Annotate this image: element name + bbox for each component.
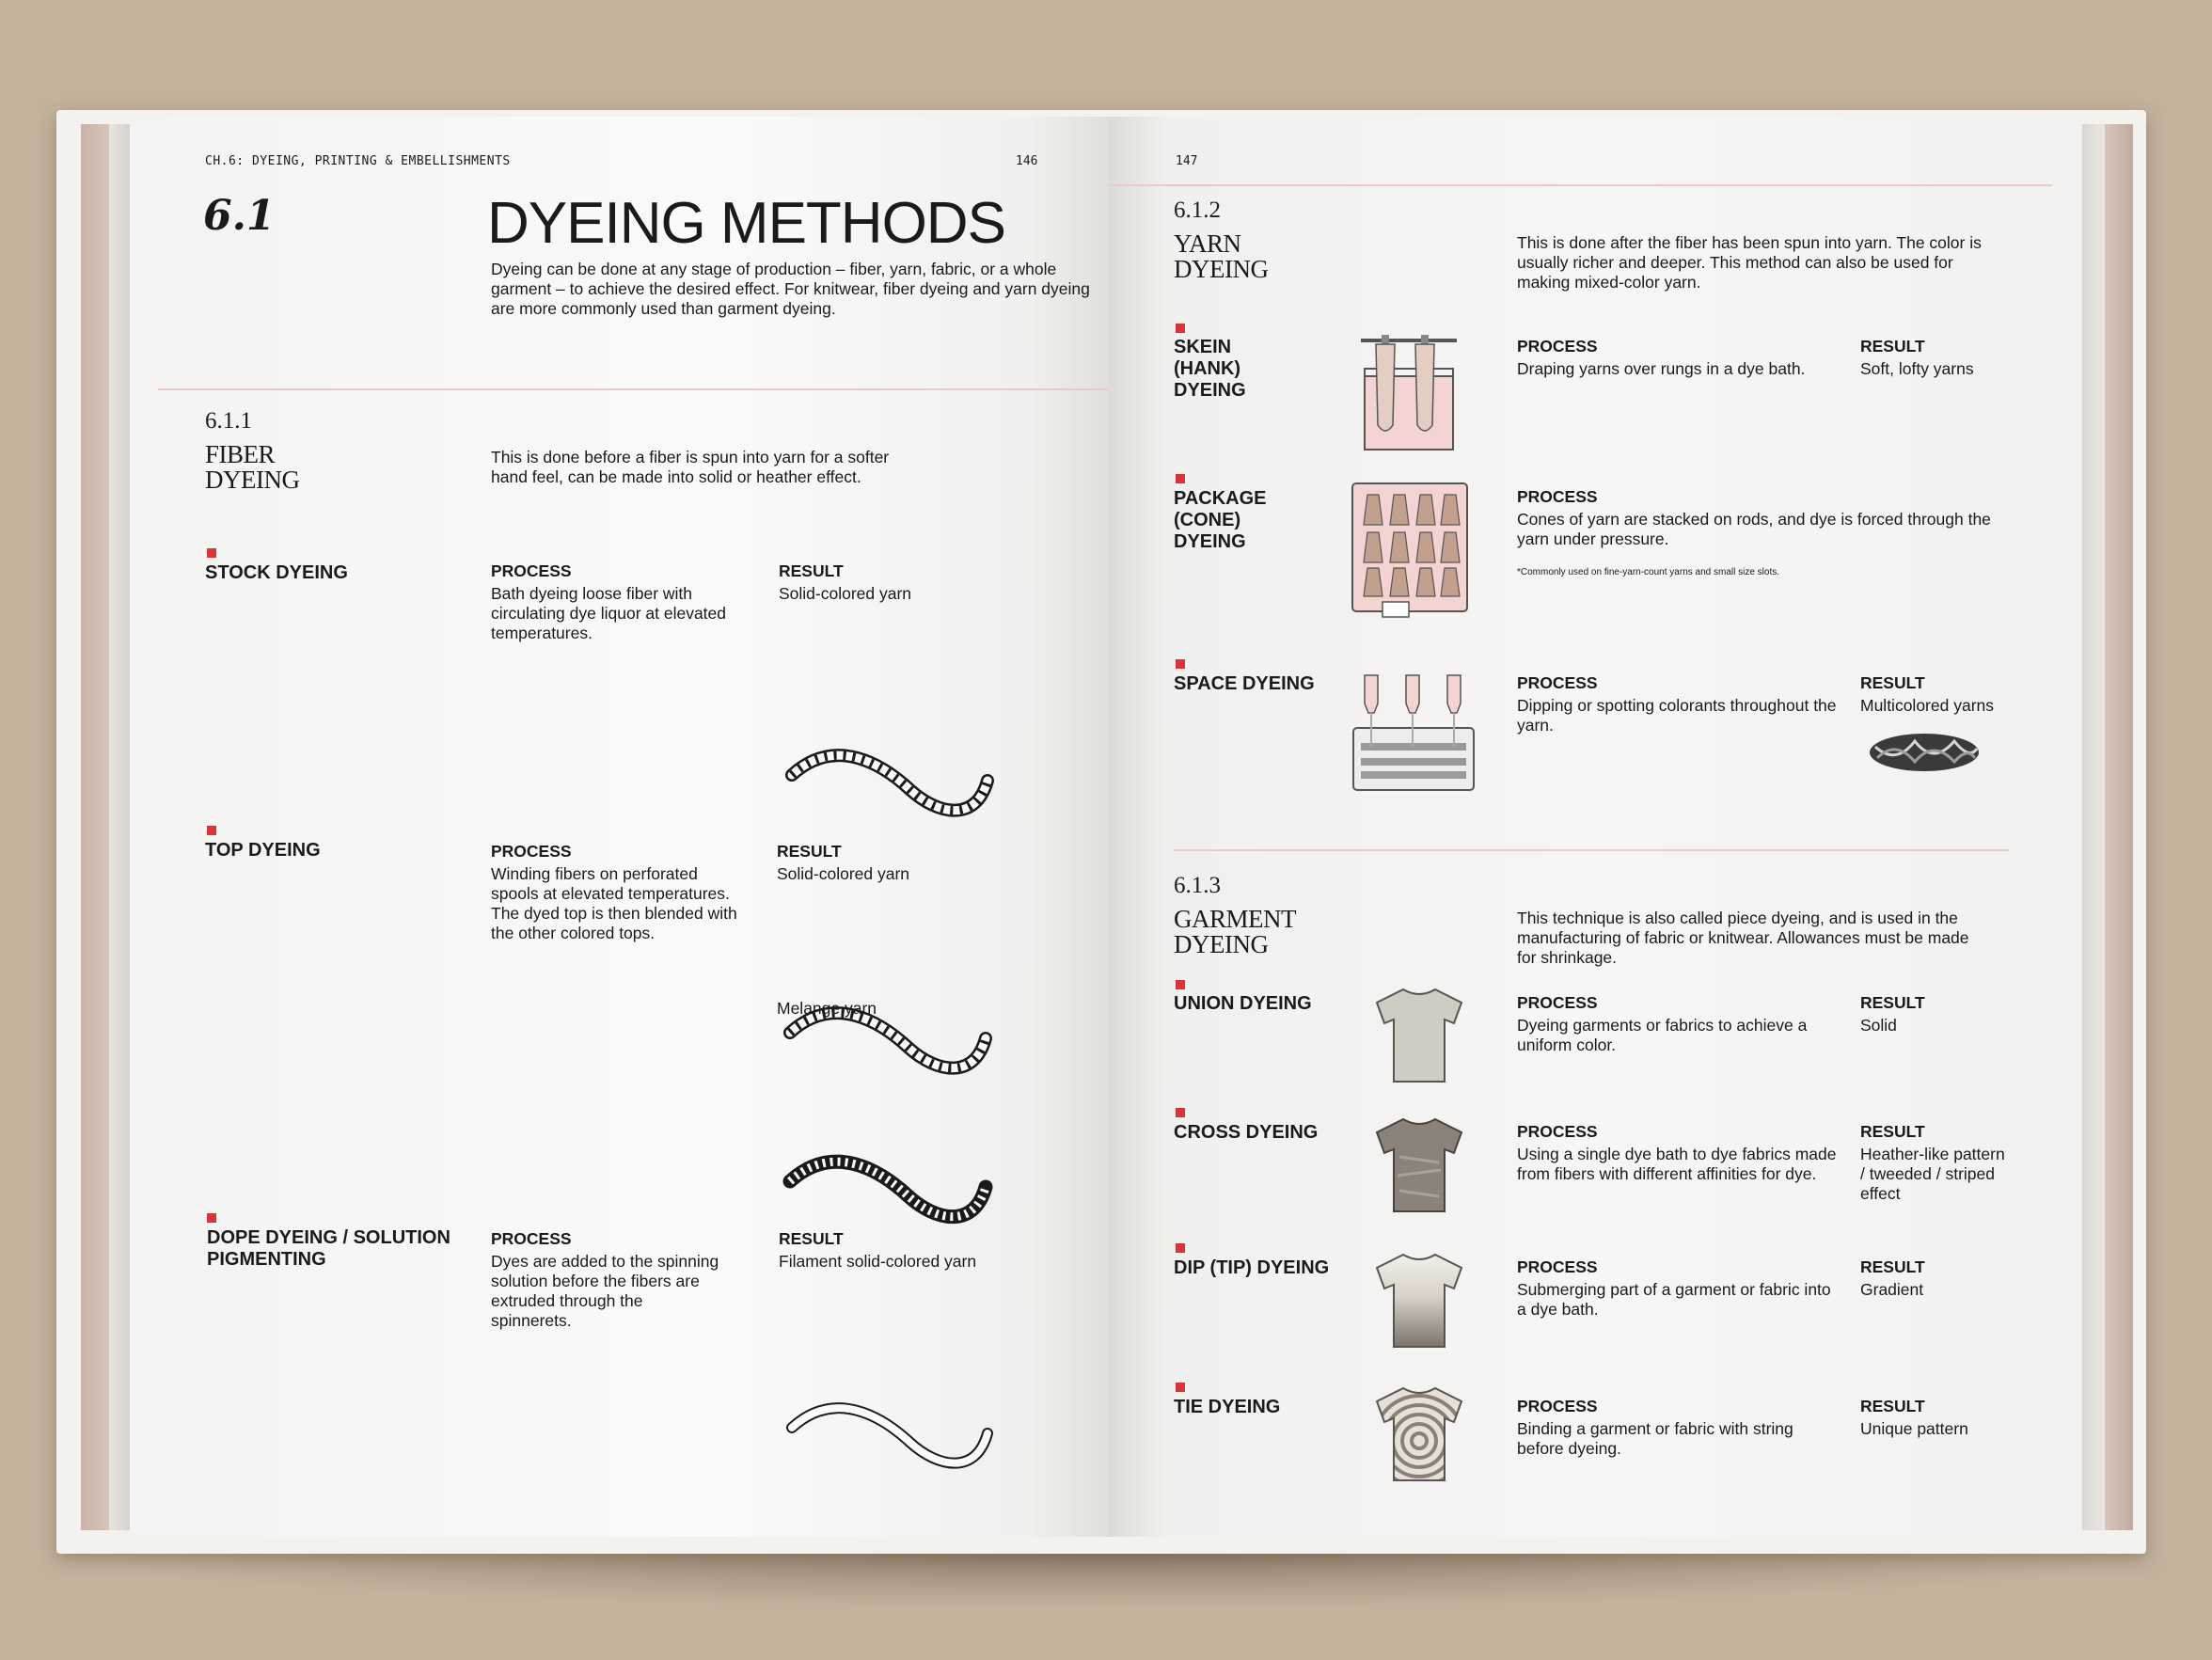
method-space-dyeing: SPACE DYEING <box>1174 673 1315 694</box>
yarn-description: This is done after the fiber has been spun into yarn. The color is usually richer and deeper. This method can also be used for making mixed-color yarn. <box>1517 233 1982 292</box>
garment-title: GARMENT DYEING <box>1174 905 1296 958</box>
process-text: Dyeing garments or fabrics to achieve a uniform color. <box>1517 1016 1808 1054</box>
package-dyeing-icon <box>1351 482 1473 632</box>
divider-rule <box>1108 184 2052 186</box>
bullet-marker <box>1176 659 1185 669</box>
result-label: RESULT <box>1860 1257 1925 1276</box>
page-stack-left-inner <box>109 124 130 1530</box>
bullet-marker <box>1176 474 1185 483</box>
bullet-marker <box>1176 980 1185 989</box>
result-text: Solid-colored yarn <box>777 864 910 883</box>
right-page <box>1108 117 2082 1537</box>
process-label: PROCESS <box>1517 337 1598 356</box>
result-text: Multicolored yarns <box>1860 696 1994 715</box>
method-top-dyeing: TOP DYEING <box>205 840 321 861</box>
bullet-marker <box>207 548 216 558</box>
process-label: PROCESS <box>1517 1122 1598 1141</box>
bullet-marker <box>1176 1383 1185 1392</box>
process-text: Cones of yarn are stacked on rods, and dye is forced through the yarn under pressure. <box>1517 510 1991 548</box>
divider-rule <box>158 388 1108 390</box>
method-tie-dyeing: TIE DYEING <box>1174 1397 1281 1417</box>
process-text: Winding fibers on perforated spools at elevated temperatures. The dyed top is then blended with the other colored tops. <box>491 864 737 942</box>
process-label: PROCESS <box>1517 1397 1598 1415</box>
process-label: PROCESS <box>491 1229 572 1248</box>
section-title: DYEING METHODS <box>487 191 1005 256</box>
process-text: Dyes are added to the spinning solution before the fibers are extruded through the spinnerets. <box>491 1252 719 1330</box>
page-number-left: 146 <box>1016 154 1038 168</box>
process-label: PROCESS <box>491 561 572 580</box>
multicolor-skein-icon <box>1868 728 1985 780</box>
result-label: RESULT <box>1860 1397 1925 1415</box>
result-text: Gradient <box>1860 1280 1924 1299</box>
tshirt-tie-dye-icon <box>1367 1383 1471 1486</box>
result-label: RESULT <box>1860 1122 1925 1141</box>
fiber-description: This is done before a fiber is spun into yarn for a softer hand feel, can be made into solid or heather effect. <box>491 448 890 486</box>
page-stack-right-inner <box>2080 124 2105 1530</box>
result-text: Unique pattern <box>1860 1419 1968 1438</box>
garment-number: 6.1.3 <box>1174 873 1221 898</box>
result-label: RESULT <box>1860 337 1925 356</box>
twisted-yarn-icon <box>779 745 1004 830</box>
footnote: *Commonly used on fine-yarn-count yarns and small size slots. <box>1517 567 1780 577</box>
garment-description: This technique is also called piece dyeing, and is used in the manufacturing of fabric or knitwear. Allowances must be made for shrinkage. <box>1517 909 1969 967</box>
page-stack-left <box>81 124 109 1530</box>
method-cross-dyeing: CROSS DYEING <box>1174 1122 1319 1143</box>
result-text-melange: Melange yarn <box>777 999 877 1018</box>
bullet-marker <box>1176 1108 1185 1117</box>
process-text: Dipping or spotting colorants throughout the yarn. <box>1517 696 1837 735</box>
running-head: CH.6: DYEING, PRINTING & EMBELLISHMENTS <box>205 154 511 168</box>
bullet-marker <box>207 826 216 835</box>
process-text: Bath dyeing loose fiber with circulating dye liquor at elevated temperatures. <box>491 584 727 642</box>
section-intro: Dyeing can be done at any stage of production – fiber, yarn, fabric, or a whole garment – to achieve the desired effect. For knitwear, fiber dyeing and yarn dyeing are more commonly used than garment dyeing. <box>491 260 1090 318</box>
yarn-number: 6.1.2 <box>1174 198 1221 223</box>
bullet-marker <box>207 1213 216 1223</box>
method-union-dyeing: UNION DYEING <box>1174 993 1312 1014</box>
result-label: RESULT <box>1860 673 1925 692</box>
process-label: PROCESS <box>1517 673 1598 692</box>
result-text: Soft, lofty yarns <box>1860 359 1974 378</box>
process-text: Using a single dye bath to dye fabrics made from fibers with different affinities for dye. <box>1517 1145 1837 1183</box>
result-label: RESULT <box>1860 993 1925 1012</box>
space-dyeing-icon <box>1348 672 1479 794</box>
result-text: Solid <box>1860 1016 1897 1035</box>
result-label: RESULT <box>777 842 842 861</box>
process-label: PROCESS <box>1517 487 1598 506</box>
bullet-marker <box>1176 1243 1185 1253</box>
result-text: Heather-like pattern / tweeded / striped effect <box>1860 1145 2005 1203</box>
tshirt-heather-icon <box>1367 1114 1471 1217</box>
filament-yarn-icon <box>779 1398 1004 1482</box>
result-text: Filament solid-colored yarn <box>779 1252 977 1271</box>
left-page <box>130 117 1108 1537</box>
page-stack-right <box>2105 124 2133 1530</box>
process-text: Submerging part of a garment or fabric into a dye bath. <box>1517 1280 1831 1319</box>
fiber-title: FIBER DYEING <box>205 440 300 494</box>
page-number-right: 147 <box>1176 154 1198 168</box>
method-dip-dyeing: DIP (TIP) DYEING <box>1174 1257 1330 1278</box>
skein-dyeing-icon <box>1357 331 1461 453</box>
process-label: PROCESS <box>1517 1257 1598 1276</box>
result-label: RESULT <box>779 1229 844 1248</box>
process-text: Binding a garment or fabric with string before dyeing. <box>1517 1419 1793 1458</box>
method-stock-dyeing: STOCK DYEING <box>205 562 348 583</box>
result-label: RESULT <box>779 561 844 580</box>
fiber-number: 6.1.1 <box>205 408 252 434</box>
bullet-marker <box>1176 324 1185 333</box>
method-skein-dyeing: SKEIN (HANK) DYEING <box>1174 337 1246 401</box>
process-label: PROCESS <box>1517 993 1598 1012</box>
result-text: Solid-colored yarn <box>779 584 912 603</box>
tshirt-gradient-icon <box>1367 1249 1471 1352</box>
tshirt-solid-icon <box>1367 984 1471 1087</box>
process-text: Draping yarns over rungs in a dye bath. <box>1517 359 1806 378</box>
method-dope-dyeing: DOPE DYEING / SOLUTION PIGMENTING <box>207 1227 450 1270</box>
divider-rule <box>1174 849 2009 851</box>
section-number: 6.1 <box>203 192 276 240</box>
yarn-title: YARN DYEING <box>1174 229 1269 283</box>
method-package-dyeing: PACKAGE (CONE) DYEING <box>1174 488 1267 552</box>
process-label: PROCESS <box>491 842 572 861</box>
melange-yarn-icon <box>777 1151 1003 1236</box>
